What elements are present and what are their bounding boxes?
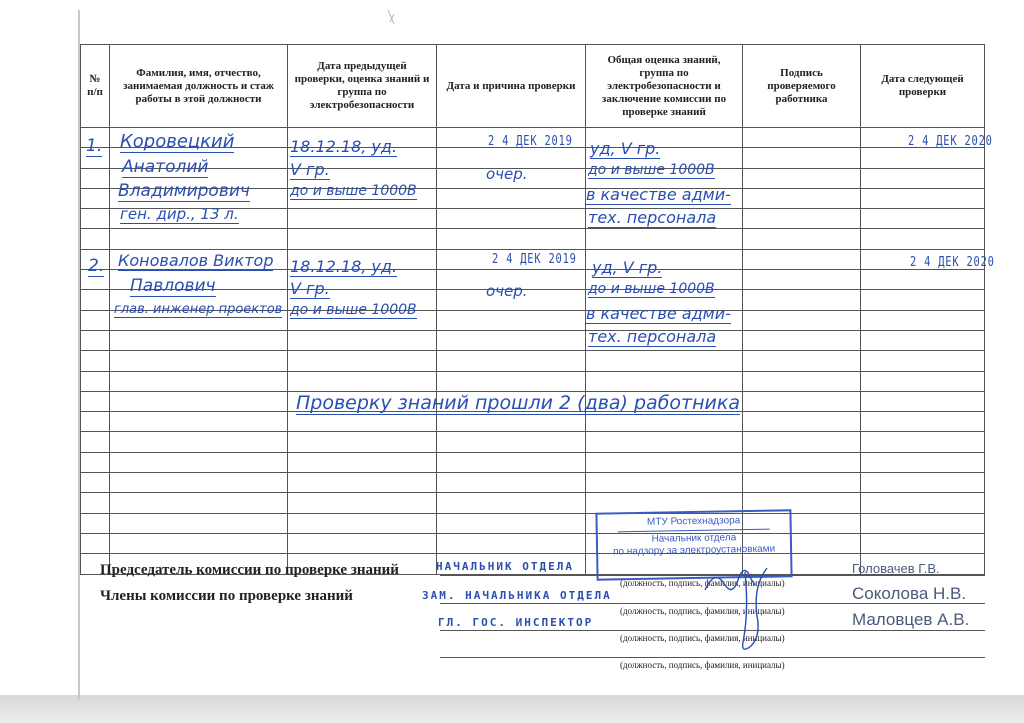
- entry-1-name-line-4: ген. дир., 13 л.: [120, 205, 239, 223]
- entry-2-assess-line-3: в качестве адми-: [586, 304, 731, 323]
- signature-hint-2: (должность, подпись, фамилия, инициалы): [620, 606, 785, 616]
- entry-2-next-check-stamp: 2 4 ДЕК 2020: [910, 255, 995, 270]
- entry-1-assess-line-1: уд, V гр.: [590, 139, 661, 158]
- entry-1-assess-line-3: в качестве адми-: [586, 185, 731, 204]
- entry-1-name-line-3: Владимирович: [118, 181, 250, 201]
- member-name-2: Маловцев А.В.: [852, 610, 970, 629]
- signature-hint-3: (должность, подпись, фамилия, инициалы): [620, 633, 785, 643]
- entry-1-next-check-stamp: 2 4 ДЕК 2020: [908, 134, 993, 149]
- entry-2-check-date-stamp: 2 4 ДЕК 2019: [492, 252, 577, 267]
- chair-label: Председатель комиссии по проверке знаний: [100, 562, 399, 578]
- entry-1-prev-line-2: V гр.: [290, 160, 330, 179]
- entry-1-assess-line-4: тех. персонала: [588, 208, 717, 227]
- signature-hint-4: (должность, подпись, фамилия, инициалы): [620, 660, 785, 670]
- signature-2: [743, 568, 767, 649]
- entry-2-assess-line-4: тех. персонала: [588, 327, 717, 346]
- entry-2-name-line-2: Павлович: [130, 276, 216, 296]
- entry-1-name-line-2: Анатолий: [122, 157, 209, 177]
- entry-2-name-line-1: Коновалов Виктор: [118, 251, 274, 270]
- entry-2-assess-line-1: уд, V гр.: [592, 258, 663, 277]
- members-label: Члены комиссии по проверке знаний: [100, 588, 353, 604]
- entry-2-assess-line-2: до и выше 1000В: [588, 281, 715, 297]
- stamp-line-1: МТУ Ростехнадзора: [646, 515, 741, 528]
- entry-2-prev-line-1: 18.12.18, уд.: [290, 257, 398, 276]
- summary-note: Проверку знаний прошли 2 (два) работника: [296, 392, 741, 414]
- entry-2-prev-line-3: до и выше 1000В: [290, 302, 417, 318]
- entry-1-check-date-stamp: 2 4 ДЕК 2019: [488, 134, 573, 149]
- role-stamp-3: ГЛ. ГОС. ИНСПЕКТОР: [438, 616, 594, 629]
- role-stamp-1: НАЧАЛЬНИК ОТДЕЛА: [436, 560, 574, 573]
- pencil-mark: [388, 10, 394, 24]
- entry-2-number: 2.: [88, 256, 105, 276]
- header-number: № п/п: [81, 45, 110, 128]
- entry-1-assess-line-2: до и выше 1000В: [588, 162, 715, 178]
- stamp-line-3: по надзору за электроустановками: [612, 543, 776, 558]
- entry-2-prev-line-2: V гр.: [290, 279, 330, 298]
- header-signature: Подпись проверяемого работника: [743, 45, 861, 128]
- header-previous-check: Дата предыдущей проверки, оценка знаний и группа по электробезопасности: [288, 45, 437, 128]
- chair-name: Головачев Г.В.: [852, 561, 940, 576]
- entry-2-name-line-3: глав. инженер проектов: [114, 302, 283, 317]
- entry-1-number: 1.: [86, 136, 103, 156]
- entry-1-name-line-1: Коровецкий: [120, 131, 235, 152]
- header-full-name: Фамилия, имя, отчество, занимаемая должность и стаж работы в этой должности: [110, 45, 288, 128]
- role-stamp-2: ЗАМ. НАЧАЛЬНИКА ОТДЕЛА: [422, 589, 612, 602]
- header-assessment: Общая оценка знаний, группа по электробезопасности и заключение комиссии по проверке знаний: [586, 45, 743, 128]
- header-check-date: Дата и причина проверки: [437, 45, 586, 128]
- header-next-check: Дата следующей проверки: [861, 45, 985, 128]
- stamp-line-2: Начальник отдела: [651, 532, 737, 545]
- member-name-1: Соколова Н.В.: [852, 584, 967, 603]
- entry-1-prev-line-1: 18.12.18, уд.: [290, 137, 398, 156]
- entry-1-check-reason: очер.: [486, 165, 528, 183]
- entry-2-check-reason: очер.: [486, 282, 528, 300]
- signature-hint-1: (должность, подпись, фамилия, инициалы): [620, 578, 785, 588]
- signature-1: [705, 570, 755, 590]
- entry-1-prev-line-3: до и выше 1000В: [290, 183, 417, 199]
